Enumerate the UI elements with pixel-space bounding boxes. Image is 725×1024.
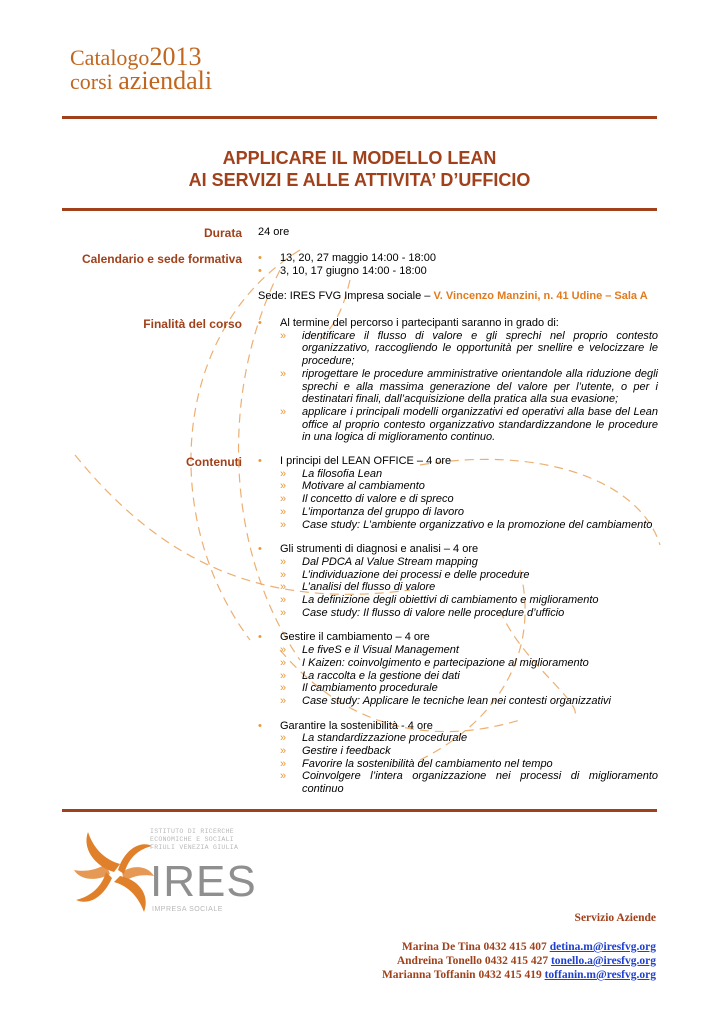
- module-item: » Gestire i feedback: [258, 745, 658, 758]
- finalita-list: [258, 317, 658, 444]
- module-title: • Gestire il cambiamento – 4 ore: [258, 631, 658, 644]
- ires-logo-text: ISTITUTO DI RICERCHE ECONOMICHE E SOCIALI FRIULI VENEZIA GIULIA: [150, 828, 239, 851]
- course-title-line1: APPLICARE IL MODELLO LEAN: [222, 148, 497, 168]
- module-item: » L’importanza del gruppo di lavoro: [258, 506, 658, 519]
- module-item: » La standardizzazione procedurale: [258, 732, 658, 745]
- module-item: » Favorire la sostenibilità del cambiamento nel tempo: [258, 758, 658, 771]
- module-title: • Gli strumenti di diagnosi e analisi – 4 ore: [258, 543, 658, 556]
- module-item: » Il concetto di valore e di spreco: [258, 493, 658, 506]
- module-item: » Case study: Applicare le tecniche lean nei contesti organizzativi: [258, 695, 658, 708]
- durata-value: 24 ore: [258, 226, 290, 238]
- sede-prefix: Sede: IRES FVG Impresa sociale –: [258, 290, 431, 302]
- module-title: • Garantire la sostenibilità - 4 ore: [258, 720, 658, 733]
- contacts-block: [382, 940, 656, 982]
- brand-aziendali: aziendali: [118, 66, 213, 95]
- calendario-date-item: • 3, 10, 17 giugno 14:00 - 18:00: [258, 265, 658, 278]
- finalita-label: Finalità del corso: [143, 317, 242, 331]
- finalita-intro: • Al termine del percorso i partecipanti saranno in grado di:: [258, 317, 658, 330]
- finalita-item: » identificare il flusso di valore e gli sprechi nel proprio contesto organizzativo, raccogliendo le opportunità per snellire e velocizzare le procedure;: [258, 330, 658, 368]
- module-1: [258, 455, 658, 531]
- module-item: » Case study: Il flusso di valore nelle procedure d’ufficio: [258, 607, 658, 620]
- module-item: » La definizione degli obiettivi di cambiamento e miglioramento: [258, 594, 658, 607]
- footer-divider: [62, 809, 657, 812]
- title-divider: [62, 208, 657, 211]
- course-title-line2: AI SERVIZI E ALLE ATTIVITA’ D’UFFICIO: [188, 170, 531, 190]
- contact-name-phone: Andreina Tonello 0432 415 427: [396, 955, 549, 967]
- calendario-dates: [258, 252, 658, 277]
- contact-name-phone: Marina De Tina 0432 415 407: [401, 941, 547, 953]
- module-item: » La raccolta e la gestione dei dati: [258, 670, 658, 683]
- contact-name-phone: Marianna Toffanin 0432 415 419: [381, 969, 542, 981]
- finalita-item: » applicare i principali modelli organizzativi ed operativi alla base del Lean office al proprio contesto organizzativo standardizzandone le procedure in una logica di miglioramento continuo.: [258, 406, 658, 444]
- module-item: » Il cambiamento procedurale: [258, 682, 658, 695]
- ires-logo-tagline: IMPRESA SOCIALE: [152, 906, 223, 913]
- finalita-item: » riprogettare le procedure amministrative orientandole alla riduzione degli sprechi e alla massima generazione del valore per l’utente, o per i destinatari finali, dall’acquisizione della pratica alla sua evasione;: [258, 368, 658, 406]
- calendario-label: Calendario e sede formativa: [81, 252, 242, 266]
- contact-row: [382, 968, 656, 982]
- module-item: » L’individuazione dei processi e delle procedure: [258, 569, 658, 582]
- module-item: » Motivare al cambiamento: [258, 480, 658, 493]
- module-item: » L’analisi del flusso di valore: [258, 581, 658, 594]
- module-3: [258, 631, 658, 707]
- module-4: [258, 720, 658, 796]
- catalog-brand: [70, 44, 212, 94]
- ires-logo: [74, 826, 257, 922]
- durata-label: Durata: [203, 226, 242, 240]
- module-item: » I Kaizen: coinvolgimento e partecipazione al miglioramento: [258, 657, 658, 670]
- contact-email-link[interactable]: toffanin.m@resfvg.org: [544, 969, 656, 981]
- service-label: Servizio Aziende: [574, 912, 656, 924]
- contact-email-link[interactable]: detina.m@iresfvg.org: [549, 941, 656, 953]
- course-title: [62, 147, 657, 191]
- module-2: [258, 543, 658, 619]
- calendario-date-item: • 13, 20, 27 maggio 14:00 - 18:00: [258, 252, 658, 265]
- brand-catalogo: Catalogo: [70, 45, 150, 70]
- sede-address: V. Vincenzo Manzini, n. 41 Udine – Sala A: [433, 290, 648, 302]
- contact-row: [382, 940, 656, 954]
- ires-swirl-icon: [74, 826, 154, 922]
- module-item: » Coinvolgere l’intera organizzazione nei processi di miglioramento continuo: [258, 770, 658, 795]
- module-title: • I principi del LEAN OFFICE – 4 ore: [258, 455, 658, 468]
- header-divider: [62, 116, 657, 119]
- brand-year: 2013: [149, 42, 202, 71]
- contenuti-list: [258, 455, 658, 796]
- contenuti-label: Contenuti: [186, 455, 242, 469]
- contact-row: [382, 954, 656, 968]
- ires-logo-name: IRES: [150, 857, 257, 906]
- brand-corsi: corsi: [70, 69, 113, 94]
- module-item: » La filosofia Lean: [258, 468, 658, 481]
- module-item: » Le fiveS e il Visual Management: [258, 644, 658, 657]
- sede-line: [258, 290, 658, 303]
- contact-email-link[interactable]: tonello.a@iresfvg.org: [550, 955, 656, 967]
- module-item: » Dal PDCA al Value Stream mapping: [258, 556, 658, 569]
- module-item: » Case study: L’ambiente organizzativo e la promozione del cambiamento: [258, 519, 658, 532]
